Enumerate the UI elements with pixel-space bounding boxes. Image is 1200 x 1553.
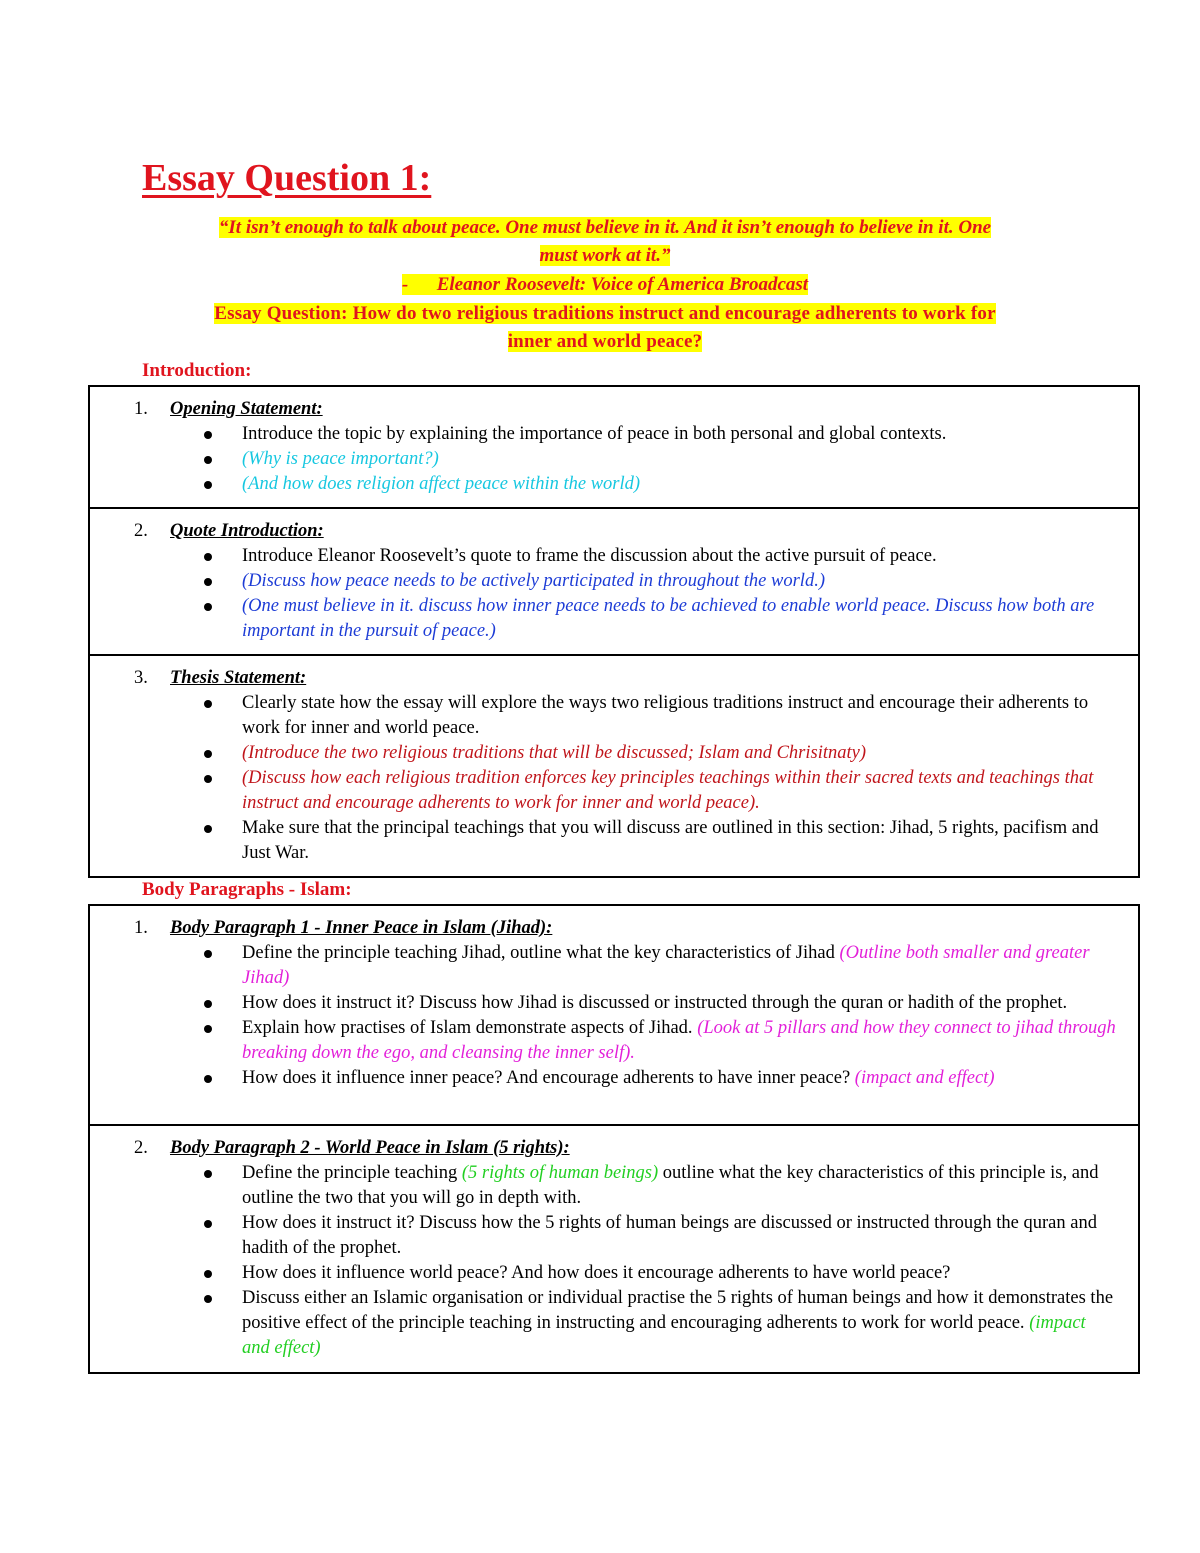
list-item: How does it influence inner peace? And encourage adherents to have inner peace? (impact and effect) (200, 1066, 1118, 1091)
item-title: Body Paragraph 2 - World Peace in Islam (5 rights): (170, 1138, 570, 1158)
item-number: 1. (134, 918, 148, 938)
introduction-heading: Introduction: (142, 360, 252, 381)
list-item: Make sure that the principal teachings that you will discuss are outlined in this section: Jihad, 5 rights, pacifism and Just War. (200, 816, 1118, 866)
essay-question-line-2: inner and world peace? (507, 331, 703, 352)
item-title: Opening Statement: (170, 399, 323, 419)
page-title: Essay Question 1: (142, 157, 432, 199)
bullet-icon (204, 431, 212, 439)
bullet-icon (204, 950, 212, 958)
list-item: Define the principle teaching Jihad, outline what the key characteristics of Jihad (Outline both smaller and greater Jihad) (200, 941, 1118, 991)
list-item: Clearly state how the essay will explore the ways two religious traditions instruct and encourage their adherents to work for inner and world peace. (200, 691, 1118, 741)
quote-block (130, 214, 1080, 356)
list-item: (Why is peace important?) (200, 447, 1118, 472)
bullet-icon (204, 1170, 212, 1178)
quote-line-2: must work at it.” (539, 245, 671, 266)
list-item: Define the principle teaching (5 rights of human beings) outline what the key characteristics of this principle is, and outline the two that you will go in depth with. (200, 1161, 1118, 1211)
bullet-icon (204, 1025, 212, 1033)
item-number: 2. (134, 1138, 148, 1158)
bullet-icon (204, 700, 212, 708)
bullet-icon (204, 775, 212, 783)
quote-line-1: “It isn’t enough to talk about peace. One must believe in it. And it isn’t enough to believe in it. One (218, 217, 992, 238)
bullet-icon (204, 825, 212, 833)
item-number: 3. (134, 668, 148, 688)
bullet-icon (204, 1220, 212, 1228)
list-item: Discuss either an Islamic organisation or individual practise the 5 rights of human beings and how it demonstrates the positive effect of the principle teaching in instructing and encouraging adherents to work for world peace. (impact and effect) (200, 1286, 1118, 1361)
quote-attribution: - Eleanor Roosevelt: Voice of America Broadcast (401, 274, 809, 295)
body-islam-heading: Body Paragraphs - Islam: (142, 879, 352, 900)
list-item: (And how does religion affect peace within the world) (200, 472, 1118, 497)
bullet-icon (204, 456, 212, 464)
body-item-inner-peace-jihad (90, 906, 1138, 1126)
list-item: How does it instruct it? Discuss how the 5 rights of human beings are discussed or instructed through the quran and hadith of the prophet. (200, 1211, 1118, 1261)
list-item: Introduce the topic by explaining the importance of peace in both personal and global contexts. (200, 422, 1118, 447)
bullet-icon (204, 750, 212, 758)
essay-question-line-1: Essay Question: How do two religious traditions instruct and encourage adherents to work for (214, 303, 996, 324)
list-item: (Discuss how peace needs to be actively participated in throughout the world.) (200, 569, 1118, 594)
bullet-icon (204, 481, 212, 489)
list-item: Explain how practises of Islam demonstrate aspects of Jihad. (Look at 5 pillars and how they connect to jihad through breaking down the ego, and cleansing the inner self). (200, 1016, 1118, 1066)
list-item: (Introduce the two religious traditions that will be discussed; Islam and Chrisitnaty) (200, 741, 1118, 766)
item-title: Quote Introduction: (170, 521, 324, 541)
bullet-icon (204, 1075, 212, 1083)
list-item: How does it influence world peace? And how does it encourage adherents to have world peace? (200, 1261, 1118, 1286)
body-item-world-peace-5-rights (90, 1126, 1138, 1372)
bullet-icon (204, 578, 212, 586)
item-number: 1. (134, 399, 148, 419)
list-item: (Discuss how each religious tradition enforces key principles teachings within their sacred texts and teachings that instruct and encourage adherents to work for inner and world peace). (200, 766, 1118, 816)
item-title: Thesis Statement: (170, 668, 307, 688)
list-item: How does it instruct it? Discuss how Jihad is discussed or instructed through the quran or hadith of the prophet. (200, 991, 1118, 1016)
item-title: Body Paragraph 1 - Inner Peace in Islam (Jihad): (170, 918, 553, 938)
bullet-icon (204, 1270, 212, 1278)
bullet-icon (204, 1000, 212, 1008)
body-islam-table (88, 904, 1140, 1374)
introduction-table (88, 385, 1140, 878)
list-item: (One must believe in it. discuss how inner peace needs to be achieved to enable world peace. Discuss how both are important in the pursuit of peace.) (200, 594, 1118, 644)
intro-item-opening-statement (90, 387, 1138, 509)
intro-item-thesis-statement (90, 656, 1138, 876)
bullet-icon (204, 1295, 212, 1303)
bullet-icon (204, 603, 212, 611)
intro-item-quote-introduction (90, 509, 1138, 656)
bullet-icon (204, 553, 212, 561)
list-item: Introduce Eleanor Roosevelt’s quote to frame the discussion about the active pursuit of peace. (200, 544, 1118, 569)
item-number: 2. (134, 521, 148, 541)
